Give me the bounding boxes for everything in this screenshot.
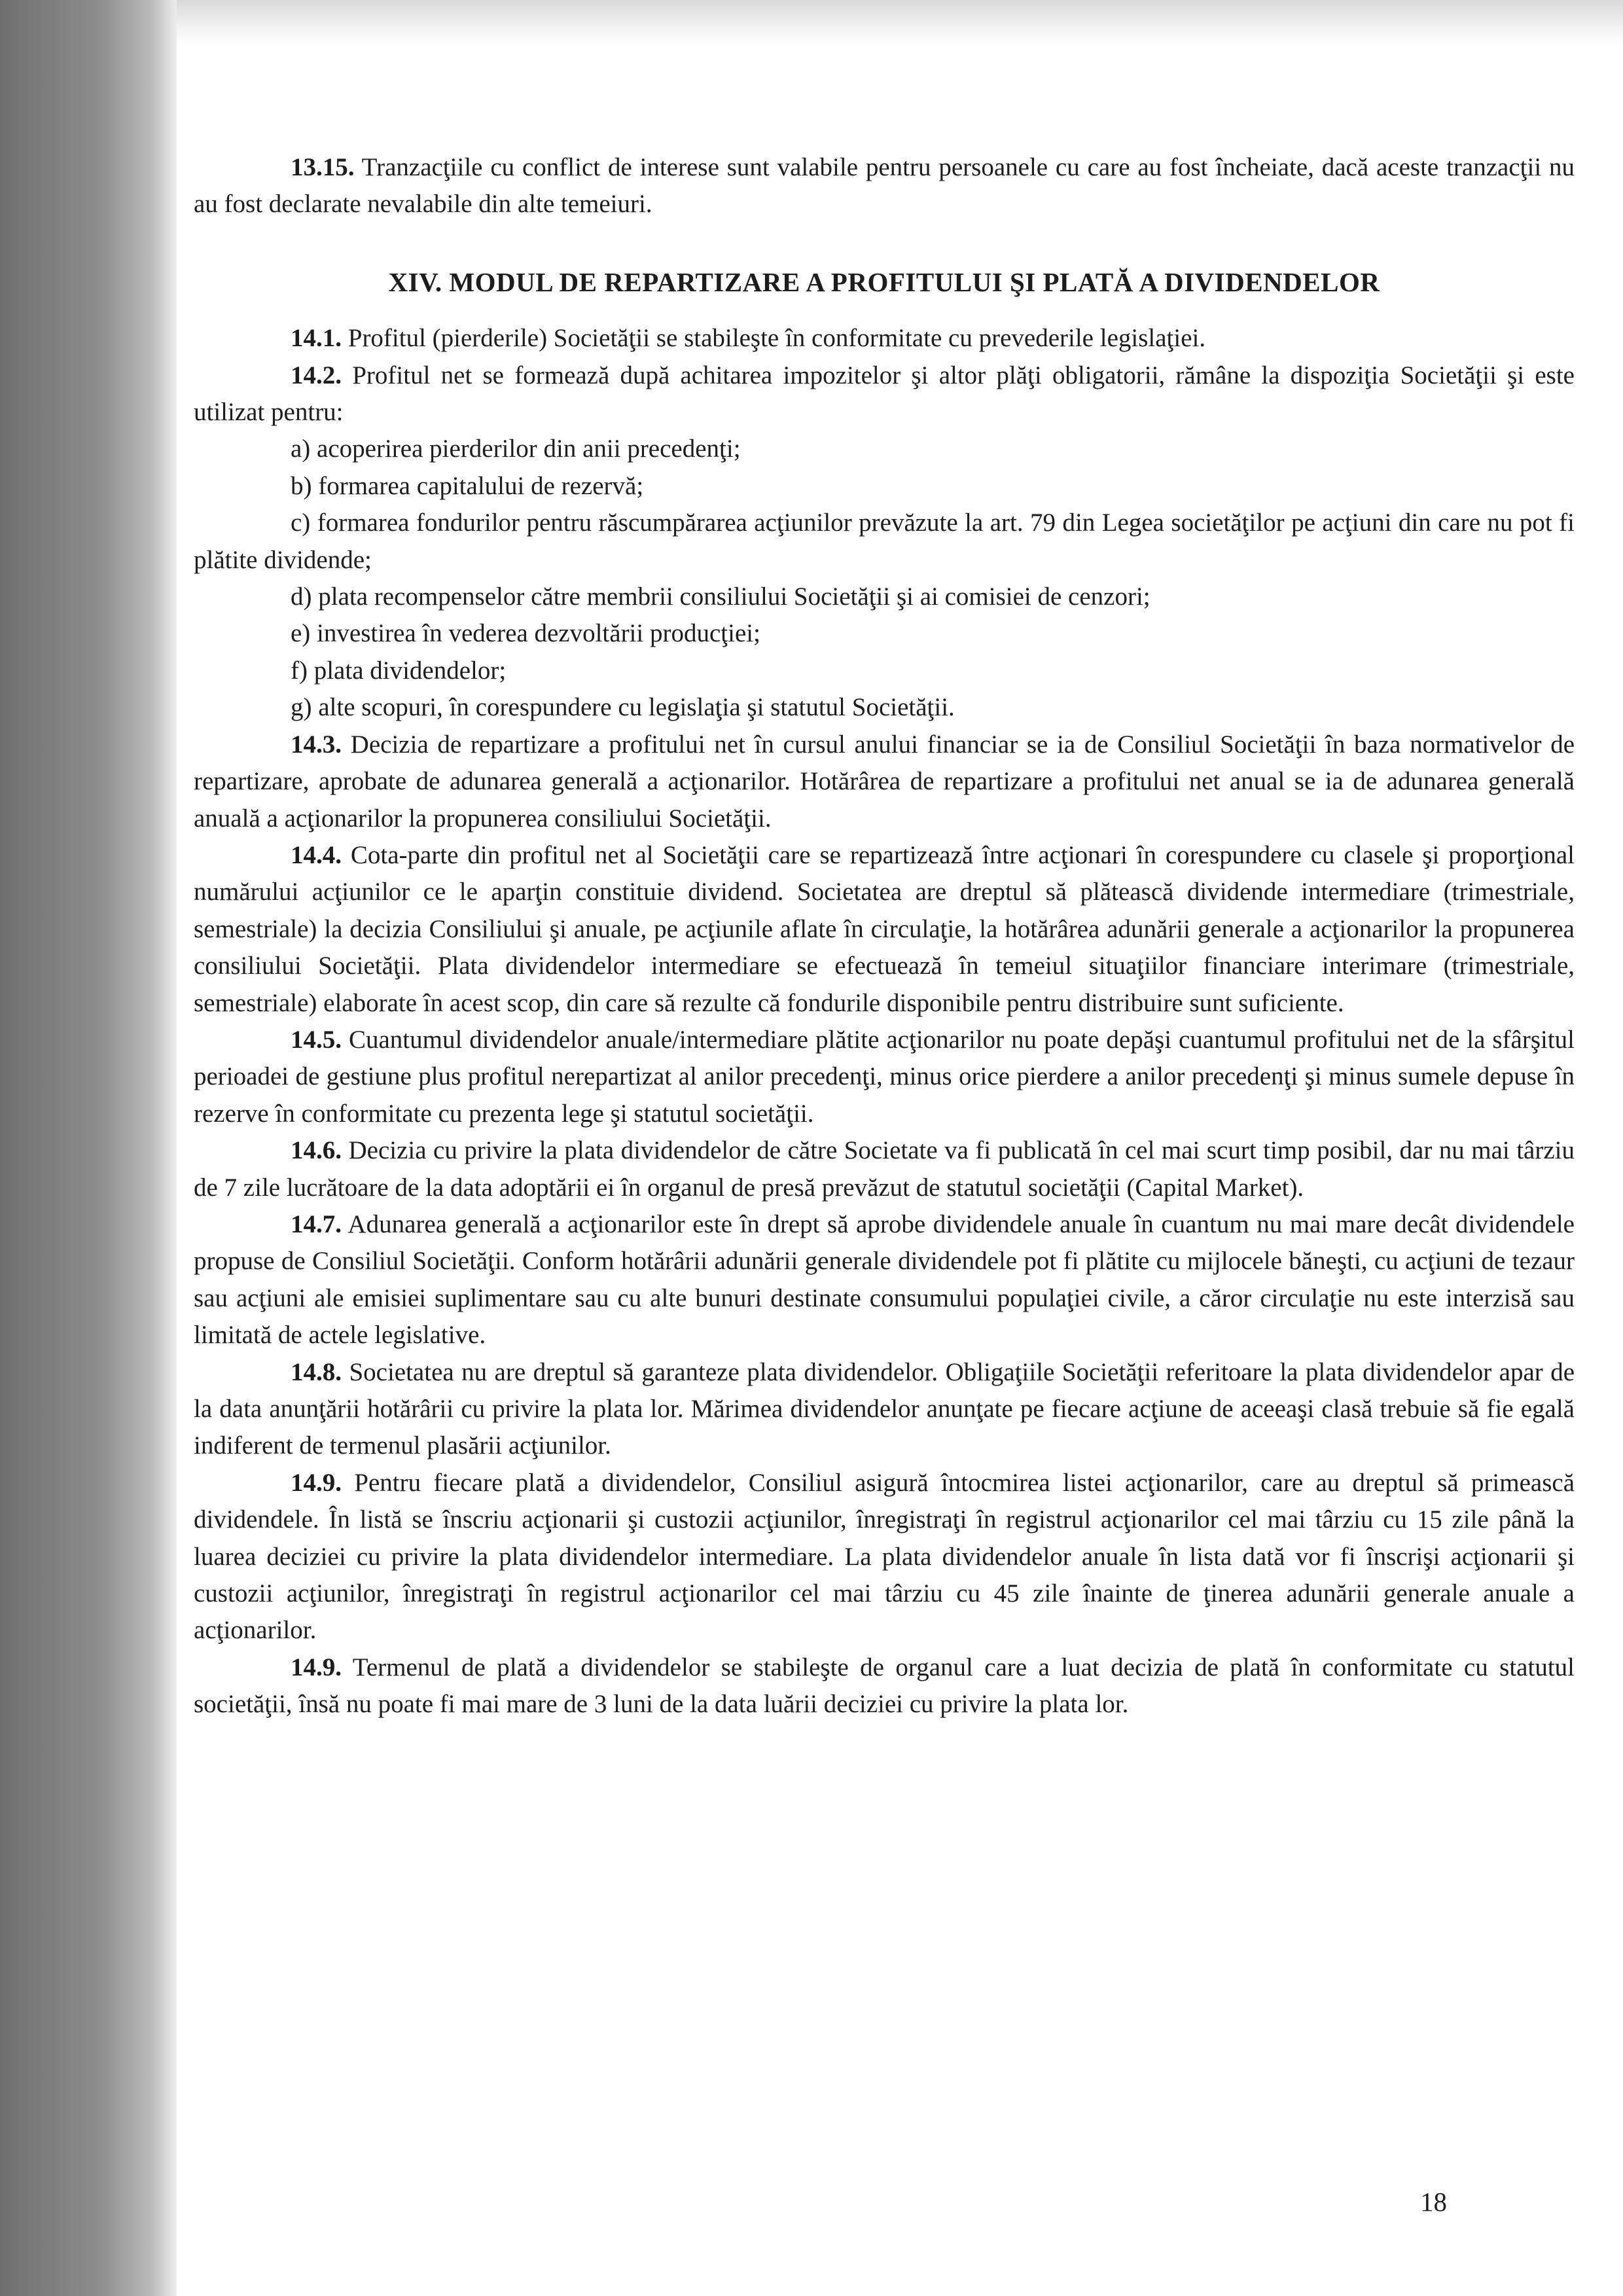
document-page [194,149,1575,1723]
clause-text: Adunarea generală a acţionarilor este în drept să aprobe dividendele anuale în cuantum nu mai mare decât dividendele propuse de Consiliul Societăţii. Conform hotărârii adunării generale dividendele pot fi plătite cu mijlocele băneşti, cu acţiuni de tezaur sau acţiuni ale emisiei suplimentare sau cu alte bunuri destinate consumului populaţiei civile, a căror circulaţie nu este interzisă sau limitată de actele legislative. [194,1210,1575,1350]
paragraph-14-7 [194,1206,1575,1354]
list-item-a: a) acoperirea pierderilor din anii precedenţi; [291,435,741,463]
clause-number: 14.9. [291,1653,342,1681]
clause-number: 14.5. [291,1025,342,1054]
clause-number: 14.2. [291,361,342,389]
paragraph-14-5 [194,1022,1575,1132]
clause-number: 14.6. [291,1136,342,1165]
list-item-d: d) plata recompenselor către membrii consiliului Societăţii şi ai comisiei de cenzori; [291,583,1150,611]
list-item-c: c) formarea fondurilor pentru răscumpărarea acţiunilor prevăzute la art. 79 din Legea societăţilor pe acţiuni din care nu pot fi plătite dividende; [194,509,1575,574]
paragraph-14-9-list [194,1465,1575,1649]
paragraph-14-3 [194,726,1575,837]
clause-text: Societatea nu are dreptul să garanteze plata dividendelor. Obligaţiile Societăţii referitoare la plata dividendelor apar de la data anunţării hotărârii cu privire la plata lor. Mărimea dividendelor anunţate pe fiecare acţiune de aceeaşi clasă trebuie să fie egală indiferent de termenul plasării acţiunilor. [194,1357,1575,1460]
clause-text: Cuantumul dividendelor anuale/intermediare plătite acţionarilor nu poate depăşi cuantumul profitului net de la sfârşitul perioadei de gestiune plus profitul nerepartizat al anilor precedenţi, minus orice pierdere a anilor precedenţi şi minus sumele depuse în rezerve în conformitate cu prezenta lege şi statutul societăţii. [194,1025,1575,1128]
paragraph-14-8 [194,1354,1575,1465]
clause-text: Profitul net se formează după achitarea impozitelor şi altor plăţi obligatorii, rămâne la dispoziţia Societăţii şi este utilizat pentru: [194,361,1575,427]
list-item-e: e) investirea în vederea dezvoltării producţiei; [291,619,760,648]
list-item-b: b) formarea capitalului de rezervă; [291,471,644,500]
list-item-g: g) alte scopuri, în corespundere cu legislaţia şi statutul Societăţii. [291,693,955,722]
clause-number: 14.3. [291,730,342,759]
scan-top-shadow [177,0,1623,46]
clause-number: 14.8. [291,1357,342,1386]
paragraph-14-1 [194,320,1575,357]
paragraph-14-2 [194,357,1575,431]
clause-number: 13.15. [291,153,355,181]
clause-number: 14.4. [291,840,342,869]
clause-text: Decizia cu privire la plata dividendelor de către Societate va fi publicată în cel mai scurt timp posibil, dar nu mai târziu de 7 zile lucrătoare de la data adoptării ei în organul de presă prevăzut de statutul societăţii (Capital Market). [194,1136,1575,1202]
paragraph-14-4 [194,837,1575,1022]
clause-text: Tranzacţiile cu conflict de interese sunt valabile pentru persoanele cu care au fost încheiate, dacă aceste tranzacţii nu au fost declarate nevalabile din alte temeiuri. [194,153,1575,219]
clause-number: 14.7. [291,1210,342,1238]
page-number: 18 [1420,2187,1447,2217]
paragraph-14-9-term [194,1649,1575,1723]
chapter-title: XIV. MODUL DE REPARTIZARE A PROFITULUI ŞI PLATĂ A DIVIDENDELOR [388,266,1380,297]
clause-number: 14.1. [291,324,342,353]
scan-bleed-left-edge [0,0,177,2296]
clause-number: 14.9. [291,1468,342,1497]
paragraph-13-15 [194,149,1575,223]
list-item-f: f) plata dividendelor; [291,656,507,685]
clause-text: Cota-parte din profitul net al Societăţii care se repartizează între acţionari în corespundere cu clasele şi proporţional numărului acţiunilor ce le aparţin constituie dividend. Societatea are dreptul să plătească dividende intermediare (trimestriale, semestriale) la decizia Consiliului şi anuale, pe acţiunile aflate în circulaţie, la hotărârea adunării generale a acţionarilor la propunerea consiliului Societăţii. Plata dividendelor intermediare se efectuează în temeiul situaţiilor financiare interimare (trimestriale, semestriale) elaborate în acest scop, din care să rezulte că fondurile disponibile pentru distribuire sunt suficiente. [194,840,1575,1017]
clause-text: Termenul de plată a dividendelor se stabileşte de organul care a luat decizia de plată în conformitate cu statutul societăţii, însă nu poate fi mai mare de 3 luni de la data luării deciziei cu privire la plata lor. [194,1653,1575,1719]
clause-text: Profitul (pierderile) Societăţii se stabileşte în conformitate cu prevederile legislaţiei. [348,324,1206,353]
clause-text: Decizia de repartizare a profitului net în cursul anului financiar se ia de Consiliul Societăţii în baza normativelor de repartizare, aprobate de adunarea generală a acţionarilor. Hotărârea de repartizare a profitului net anual se ia de adunarea generală anuală a acţionarilor la propunerea consiliului Societăţii. [194,730,1575,833]
paragraph-14-6 [194,1132,1575,1206]
clause-text: Pentru fiecare plată a dividendelor, Consiliul asigură întocmirea listei acţionarilor, care au dreptul să primească dividendele. În listă se înscriu acţionarii şi custozii acţiunilor, înregistraţi în registrul acţionarilor cel mai târziu cu 15 zile până la luarea deciziei cu privire la plata dividendelor intermediare. La plata dividendelor anuale în lista dată vor fi înscrişi acţionarii şi custozii acţiunilor, înregistraţi în registrul acţionarilor cel mai târziu cu 45 zile înainte de ţinerea adunării generale anuale a acţionarilor. [194,1468,1575,1645]
